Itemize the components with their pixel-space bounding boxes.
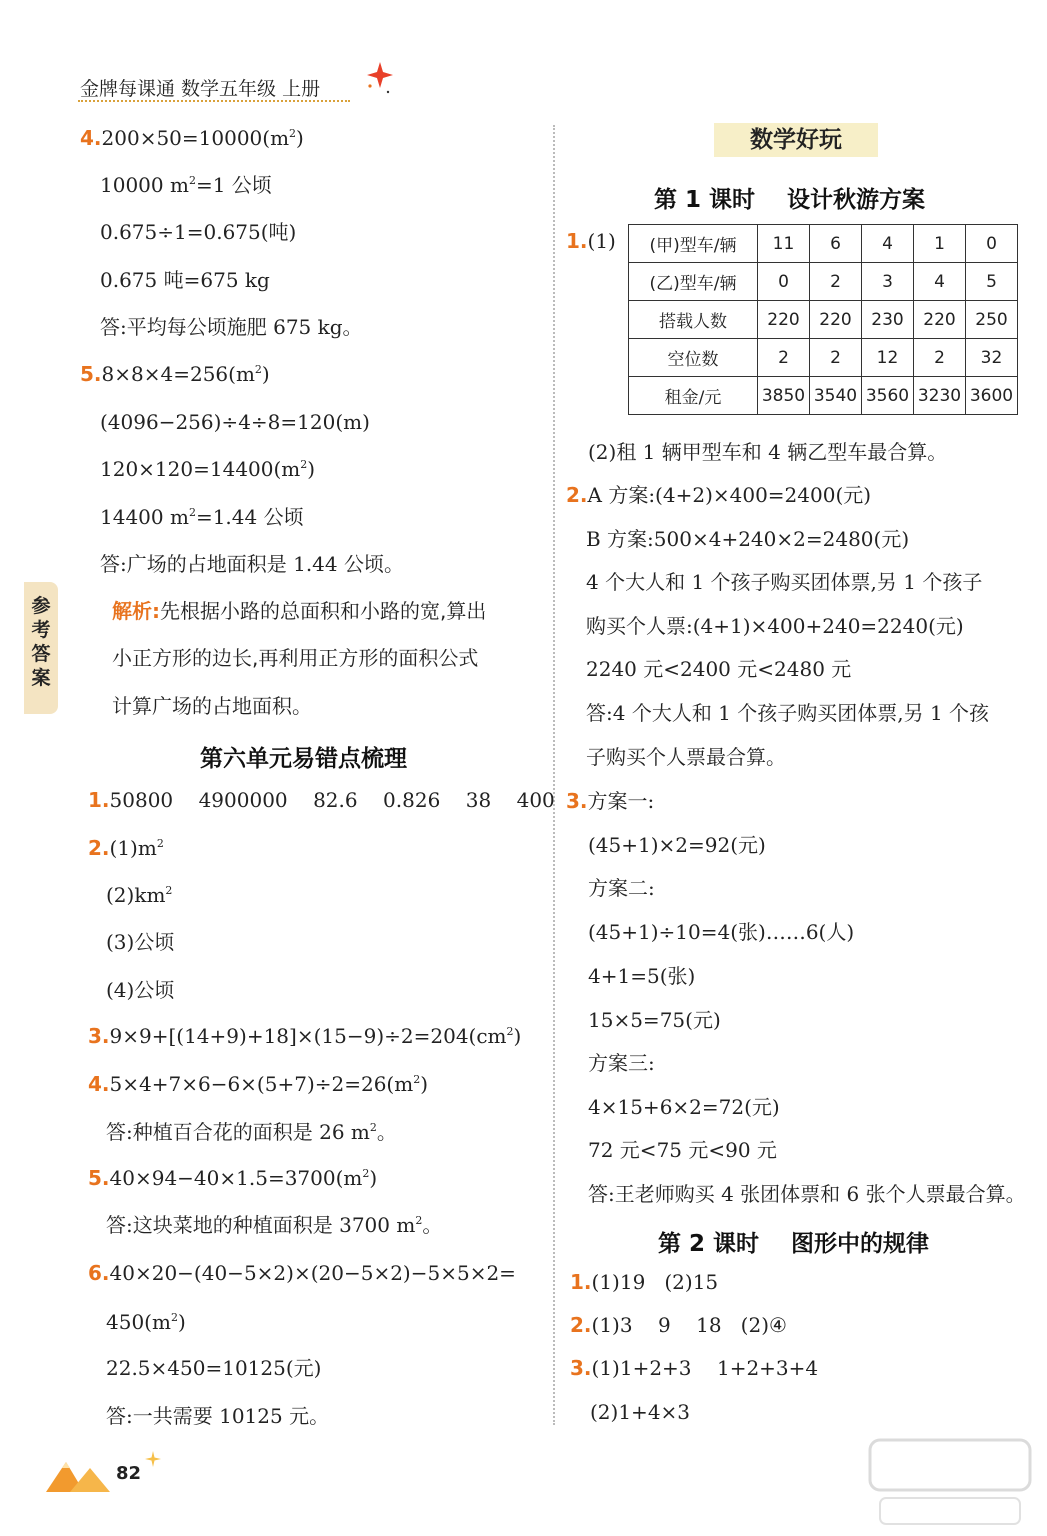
table-cell: 0 — [966, 225, 1018, 263]
superscript: 2 — [156, 837, 164, 850]
table-row — [629, 263, 1018, 301]
answer-number: 3. — [570, 1356, 592, 1380]
text: 40×94−40×1.5=3700(m — [109, 1166, 363, 1190]
sparkle-icon — [144, 1450, 162, 1468]
sparkle-icon — [358, 58, 398, 98]
answer-line — [100, 505, 304, 529]
text: 450(m — [106, 1310, 171, 1334]
row-header-cell: 空位数 — [629, 339, 758, 377]
text: ) — [261, 362, 270, 386]
table-cell: 230 — [862, 301, 914, 339]
answer-line: 4+1=5(张) — [588, 964, 696, 988]
table-cell: 4 — [862, 225, 914, 263]
table-row — [629, 225, 1018, 263]
text: 。 — [422, 1213, 443, 1237]
mountain-icon — [46, 1456, 112, 1494]
superscript: 2 — [170, 1311, 178, 1324]
answer-5 — [80, 362, 270, 386]
table-cell: 32 — [966, 339, 1018, 377]
answer-line: 22.5×450=10125(元) — [106, 1356, 322, 1380]
text: ) — [296, 126, 304, 150]
answer-line: 购买个人票:(4+1)×400+240=2240(元) — [586, 614, 964, 638]
error-3 — [88, 1024, 521, 1048]
answer-line — [106, 1310, 186, 1334]
answer-number: 5. — [88, 1166, 110, 1190]
answer-number: 6. — [88, 1261, 110, 1285]
answer-line: (45+1)×2=92(元) — [588, 833, 766, 857]
table-row — [629, 339, 1018, 377]
page-number: 82 — [116, 1463, 142, 1484]
table-cell: 250 — [966, 301, 1018, 339]
answer-line: 答:一共需要 10125 元。 — [106, 1404, 330, 1428]
answer-line: 15×5=75(元) — [588, 1008, 721, 1032]
rental-table — [628, 224, 1018, 415]
answer-number: 2. — [566, 483, 588, 507]
table-cell: 11 — [758, 225, 810, 263]
superscript: 2 — [289, 127, 297, 140]
table-cell: 220 — [810, 301, 862, 339]
table-row — [629, 377, 1018, 415]
text: (1)m — [109, 836, 157, 860]
superscript: 2 — [415, 1214, 423, 1227]
text: ) — [513, 1024, 522, 1048]
error-2 — [88, 836, 164, 860]
answer-line — [106, 1213, 442, 1237]
table-cell: 2 — [810, 263, 862, 301]
text: =1 公顷 — [195, 173, 272, 197]
section-banner: 数学好玩 — [714, 123, 878, 157]
table-cell: 6 — [810, 225, 862, 263]
answer-line: 子购买个人票最合算。 — [586, 745, 786, 769]
pattern-q1 — [570, 1270, 718, 1294]
lesson-2-title: 第 2 课时 图形中的规律 — [658, 1231, 930, 1257]
error-6 — [88, 1261, 516, 1285]
table-cell: 3 — [862, 263, 914, 301]
answer-number: 1. — [570, 1270, 592, 1294]
text: (1)1+2+3 1+2+3+4 — [591, 1356, 819, 1380]
table-cell: 220 — [914, 301, 966, 339]
superscript: 2 — [188, 506, 196, 519]
analysis-text: 小正方形的边长,再利用正方形的面积公式 — [112, 646, 479, 670]
table-cell: 3600 — [966, 377, 1018, 415]
text: 答:种植百合花的面积是 26 m — [106, 1120, 370, 1144]
text: 50800 4900000 82.6 0.826 38 400 — [109, 788, 555, 812]
superscript: 2 — [188, 174, 196, 187]
answer-number: 4. — [80, 126, 102, 150]
text: 40×20−(40−5×2)×(20−5×2)−5×5×2= — [109, 1261, 516, 1285]
answer-number: 1. — [88, 788, 110, 812]
text: ) — [369, 1166, 378, 1190]
table-cell: 2 — [810, 339, 862, 377]
table-cell: 3850 — [758, 377, 810, 415]
answer-line: (2)租 1 辆甲型车和 4 辆乙型车最合算。 — [588, 440, 948, 464]
answer-line: 答:4 个大人和 1 个孩子购买团体票,另 1 个孩 — [586, 701, 990, 725]
answer-number: 3. — [566, 789, 588, 813]
analysis-label: 解析: — [112, 599, 160, 623]
table-cell: 2 — [914, 339, 966, 377]
table-cell: 220 — [758, 301, 810, 339]
table-row — [629, 301, 1018, 339]
answer-line — [100, 173, 272, 197]
text: 8×8×4=256(m — [101, 362, 255, 386]
watermark-logo — [866, 1432, 1036, 1532]
analysis — [112, 599, 486, 623]
table-cell: 4 — [914, 263, 966, 301]
answer-line: (2)1+4×3 — [590, 1400, 691, 1424]
answer-line: 答:平均每公顷施肥 675 kg。 — [100, 315, 363, 339]
text: 方案一: — [587, 789, 655, 813]
text: 120×120=14400(m — [100, 457, 301, 481]
row-header-cell: 搭载人数 — [629, 301, 758, 339]
answer-line — [106, 883, 172, 907]
answer-line: 4×15+6×2=72(元) — [588, 1095, 780, 1119]
header-underline — [78, 100, 350, 102]
answer-line: 2240 元<2400 元<2480 元 — [586, 657, 852, 681]
table-cell: 1 — [914, 225, 966, 263]
table-cell: 3230 — [914, 377, 966, 415]
section-title: 第六单元易错点梳理 — [200, 746, 407, 772]
text: 9×9+[(14+9)+18]×(15−9)÷2=204(cm — [109, 1024, 507, 1048]
superscript: 2 — [362, 1167, 370, 1180]
text: (1)3 9 18 (2)④ — [591, 1313, 787, 1337]
answer-line: (45+1)÷10=4(张)……6(人) — [588, 920, 855, 944]
table-cell: 3560 — [862, 377, 914, 415]
superscript: 2 — [369, 1121, 377, 1134]
text: =1.44 公顷 — [195, 505, 304, 529]
answer-line: 答:广场的占地面积是 1.44 公顷。 — [100, 552, 404, 576]
answer-number: 2. — [88, 836, 110, 860]
trip-q2 — [566, 483, 871, 507]
superscript: 2 — [413, 1073, 421, 1086]
text: (1)19 (2)15 — [591, 1270, 719, 1294]
answer-number: 3. — [88, 1024, 110, 1048]
column-divider — [553, 125, 555, 1425]
text: A 方案:(4+2)×400=2400(元) — [587, 483, 872, 507]
superscript: 2 — [506, 1025, 514, 1038]
text: 10000 m — [100, 173, 189, 197]
table-cell: 2 — [758, 339, 810, 377]
text: 200×50=10000(m — [101, 126, 290, 150]
answer-line: B 方案:500×4+240×2=2480(元) — [586, 527, 910, 551]
side-tab: 参考答案 — [24, 582, 58, 714]
trip-q3 — [566, 789, 654, 813]
answer-4 — [80, 126, 304, 150]
answer-line: 72 元<75 元<90 元 — [588, 1138, 777, 1162]
answer-number: 1. — [566, 229, 588, 253]
superscript: 2 — [165, 884, 173, 897]
answer-line: 0.675 吨=675 kg — [100, 268, 270, 292]
answer-line: 0.675÷1=0.675(吨) — [100, 220, 297, 244]
analysis-text: 计算广场的占地面积。 — [112, 694, 312, 718]
text: ) — [307, 457, 316, 481]
text: 14400 m — [100, 505, 189, 529]
answer-number: 5. — [80, 362, 102, 386]
table-cell: 5 — [966, 263, 1018, 301]
answer-line: (4)公顷 — [106, 978, 175, 1002]
table-cell: 0 — [758, 263, 810, 301]
text: 。 — [376, 1120, 397, 1144]
error-5 — [88, 1166, 377, 1190]
superscript: 2 — [300, 458, 308, 471]
row-header-cell: 租金/元 — [629, 377, 758, 415]
answer-line: (3)公顷 — [106, 930, 175, 954]
text: 答:这块菜地的种植面积是 3700 m — [106, 1213, 416, 1237]
answer-number: 2. — [570, 1313, 592, 1337]
answer-line: 方案二: — [588, 876, 655, 900]
lesson-1-title: 第 1 课时 设计秋游方案 — [654, 187, 926, 213]
superscript: 2 — [254, 363, 262, 376]
pattern-q2 — [570, 1313, 787, 1337]
text: (1) — [587, 229, 616, 253]
pattern-q3 — [570, 1356, 818, 1380]
book-title: 金牌每课通 数学五年级 上册 — [80, 78, 321, 100]
answer-line: 方案三: — [588, 1051, 655, 1075]
text: ) — [177, 1310, 186, 1334]
answer-line: 4 个大人和 1 个孩子购买团体票,另 1 个孩子 — [586, 570, 983, 594]
answer-number: 4. — [88, 1072, 110, 1096]
text: 5×4+7×6−6×(5+7)÷2=26(m — [109, 1072, 414, 1096]
table-cell: 3540 — [810, 377, 862, 415]
analysis-text: 先根据小路的总面积和小路的宽,算出 — [160, 599, 487, 623]
table-cell: 12 — [862, 339, 914, 377]
answer-line: (4096−256)÷4÷8=120(m) — [100, 410, 370, 434]
row-header-cell: (乙)型车/辆 — [629, 263, 758, 301]
error-4 — [88, 1072, 428, 1096]
answer-line: 答:王老师购买 4 张团体票和 6 张个人票最合算。 — [588, 1182, 1026, 1206]
trip-q1 — [566, 229, 616, 253]
text: ) — [420, 1072, 429, 1096]
row-header-cell: (甲)型车/辆 — [629, 225, 758, 263]
answer-line — [100, 457, 315, 481]
text: (2)km — [106, 883, 166, 907]
error-1 — [88, 788, 555, 812]
answer-line — [106, 1120, 397, 1144]
